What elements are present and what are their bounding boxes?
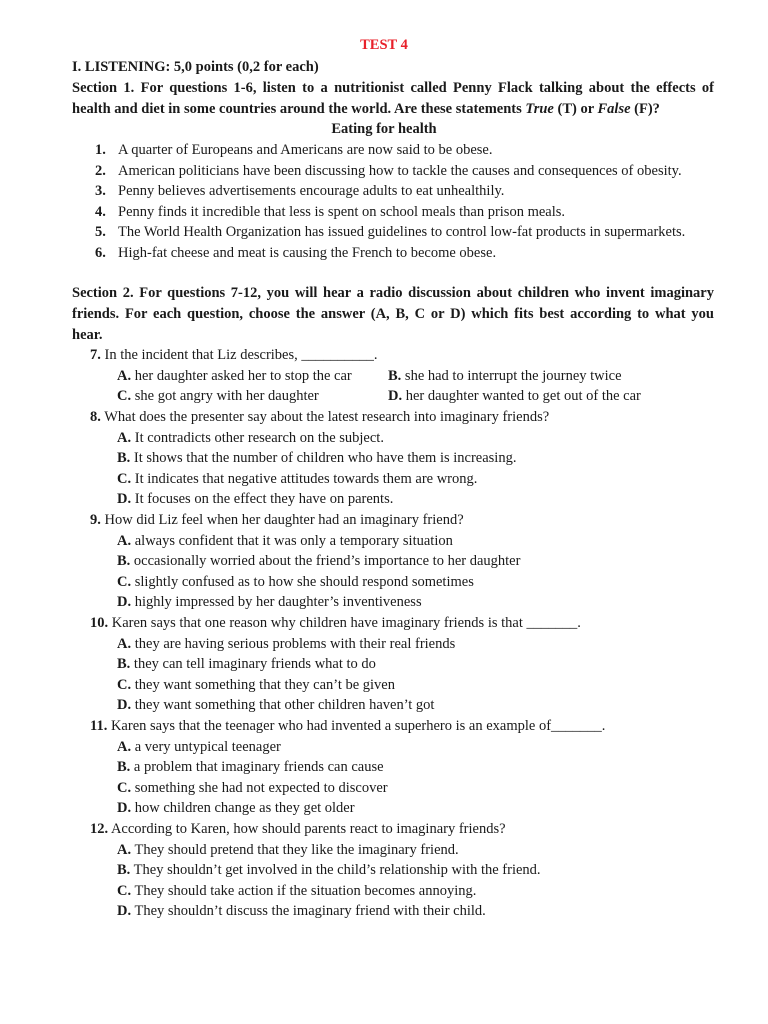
answer-option[interactable] bbox=[117, 552, 520, 570]
question-number: 9. bbox=[90, 512, 101, 528]
option-letter: A. bbox=[117, 842, 132, 858]
statement-item bbox=[95, 223, 685, 241]
statement-number: 2. bbox=[95, 163, 106, 179]
statement-item bbox=[95, 182, 504, 200]
statement-item bbox=[95, 244, 496, 262]
statement-number: 4. bbox=[95, 204, 106, 220]
section1-intro-end: (F)? bbox=[630, 101, 660, 117]
option-text: they want something that other children haven’t got bbox=[134, 697, 435, 713]
option-letter: A. bbox=[117, 430, 132, 446]
question-text: Karen says that the teenager who had invented a superhero is an example of_______. bbox=[110, 718, 606, 734]
option-text: It shows that the number of children who have them is increasing. bbox=[133, 450, 517, 466]
option-letter: A. bbox=[117, 739, 132, 755]
answer-option[interactable] bbox=[117, 738, 281, 756]
question-item bbox=[90, 408, 549, 426]
question-item bbox=[90, 820, 506, 838]
statement-text: American politicians have been discussing how to tackle the causes and consequences of obesity. bbox=[118, 163, 682, 179]
option-letter: D. bbox=[117, 594, 132, 610]
option-text: It focuses on the effect they have on parents. bbox=[134, 491, 394, 507]
option-letter: D. bbox=[117, 800, 132, 816]
answer-option[interactable] bbox=[117, 470, 477, 488]
q7-option-b[interactable]: B. she had to interrupt the journey twice bbox=[388, 368, 622, 384]
question-number: 10. bbox=[90, 615, 109, 631]
q7-option-c[interactable]: C. she got angry with her daughter bbox=[117, 388, 319, 404]
answer-option[interactable] bbox=[117, 655, 376, 673]
question-item bbox=[90, 511, 464, 529]
option-text: she got angry with her daughter bbox=[134, 388, 319, 404]
option-letter: C. bbox=[117, 471, 132, 487]
statement-number: 6. bbox=[95, 245, 106, 261]
answer-option[interactable] bbox=[117, 573, 474, 591]
option-text: always confident that it was only a temporary situation bbox=[134, 533, 453, 549]
answer-option[interactable] bbox=[117, 841, 459, 859]
option-text: They shouldn’t get involved in the child’s relationship with the friend. bbox=[133, 862, 541, 878]
statement-text: Penny believes advertisements encourage adults to eat unhealthily. bbox=[118, 183, 505, 199]
section2-intro-line2: friends. For each question, choose the answer (A, B, C or D) which fits best according to what you bbox=[72, 306, 714, 322]
statement-number: 3. bbox=[95, 183, 106, 199]
option-text: highly impressed by her daughter’s inventiveness bbox=[134, 594, 422, 610]
answer-option[interactable] bbox=[117, 861, 541, 879]
option-text: slightly confused as to how she should respond sometimes bbox=[134, 574, 474, 590]
option-letter: B. bbox=[117, 450, 131, 466]
statement-number: 1. bbox=[95, 142, 106, 158]
q7-option-d[interactable]: D. her daughter wanted to get out of the car bbox=[388, 388, 641, 404]
statement-number: 5. bbox=[95, 224, 106, 240]
option-letter: A. bbox=[117, 636, 132, 652]
question-number: 12. bbox=[90, 821, 109, 837]
option-text: It contradicts other research on the subject. bbox=[134, 430, 384, 446]
option-text: They should take action if the situation becomes annoying. bbox=[134, 883, 477, 899]
section2-intro-line3: hear. bbox=[72, 327, 103, 343]
answer-option[interactable] bbox=[117, 593, 422, 611]
answer-option[interactable] bbox=[117, 779, 388, 797]
answer-option[interactable] bbox=[117, 799, 355, 817]
section1-subtitle: Eating for health bbox=[331, 121, 437, 137]
option-text: they want something that they can’t be given bbox=[134, 677, 395, 693]
option-letter: B. bbox=[117, 553, 131, 569]
statement-item bbox=[95, 203, 565, 221]
option-text: she had to interrupt the journey twice bbox=[404, 368, 622, 384]
option-text: a problem that imaginary friends can cause bbox=[133, 759, 384, 775]
question-text: Karen says that one reason why children have imaginary friends is that _______. bbox=[111, 615, 581, 631]
answer-option[interactable] bbox=[117, 676, 395, 694]
option-text: how children change as they get older bbox=[134, 800, 355, 816]
option-letter: C. bbox=[117, 574, 132, 590]
option-text: her daughter wanted to get out of the car bbox=[405, 388, 641, 404]
statement-text: High-fat cheese and meat is causing the French to become obese. bbox=[118, 245, 497, 261]
listening-heading: I. LISTENING: 5,0 points (0,2 for each) bbox=[72, 59, 319, 75]
answer-option[interactable] bbox=[117, 758, 384, 776]
q7-option-a[interactable]: A. her daughter asked her to stop the car bbox=[117, 368, 352, 384]
option-text: her daughter asked her to stop the car bbox=[134, 368, 352, 384]
question-number: 11. bbox=[90, 718, 108, 734]
option-letter: D. bbox=[117, 697, 132, 713]
statement-text: The World Health Organization has issued guidelines to control low-fat products in supermarkets. bbox=[118, 224, 686, 240]
statement-text: A quarter of Europeans and Americans are now said to be obese. bbox=[118, 142, 493, 158]
section1-intro-mid: (T) or bbox=[553, 101, 598, 117]
answer-option[interactable] bbox=[117, 429, 384, 447]
section1-intro-line2 bbox=[72, 100, 660, 118]
answer-option[interactable] bbox=[117, 902, 486, 920]
question-item bbox=[90, 717, 605, 735]
question-text: How did Liz feel when her daughter had an imaginary friend? bbox=[104, 512, 464, 528]
question-number: 8. bbox=[90, 409, 101, 425]
answer-option[interactable] bbox=[117, 449, 516, 467]
option-text: It indicates that negative attitudes towards them are wrong. bbox=[134, 471, 478, 487]
option-letter: A. bbox=[117, 533, 132, 549]
option-text: they are having serious problems with their real friends bbox=[134, 636, 456, 652]
answer-option[interactable] bbox=[117, 696, 434, 714]
answer-option[interactable] bbox=[117, 532, 453, 550]
option-text: a very untypical teenager bbox=[134, 739, 281, 755]
question-number: 7. bbox=[90, 347, 101, 363]
statement-item bbox=[95, 162, 682, 180]
section1-intro-line1: Section 1. For questions 1-6, listen to a nutritionist called Penny Flack talking about the effects of bbox=[72, 80, 714, 96]
section1-intro-text: health and diet in some countries around the world. Are these statements bbox=[72, 101, 526, 117]
statement-text: Penny finds it incredible that less is spent on school meals than prison meals. bbox=[118, 204, 566, 220]
option-letter: B. bbox=[117, 656, 131, 672]
option-letter: C. bbox=[117, 780, 132, 796]
option-text: They shouldn’t discuss the imaginary friend with their child. bbox=[134, 903, 486, 919]
answer-option[interactable] bbox=[117, 882, 476, 900]
section2-intro-line1: Section 2. For questions 7-12, you will hear a radio discussion about children who invent imaginary bbox=[72, 285, 714, 301]
option-letter: D. bbox=[117, 491, 132, 507]
answer-option[interactable] bbox=[117, 490, 393, 508]
option-letter: C. bbox=[117, 883, 132, 899]
option-text: something she had not expected to discover bbox=[134, 780, 388, 796]
option-letter: B. bbox=[117, 862, 131, 878]
question-item bbox=[90, 614, 581, 632]
test-title: TEST 4 bbox=[360, 37, 408, 53]
true-word: True bbox=[525, 101, 554, 117]
option-text: They should pretend that they like the imaginary friend. bbox=[134, 842, 459, 858]
false-word: False bbox=[597, 101, 631, 117]
question-text: In the incident that Liz describes, __________. bbox=[104, 347, 378, 363]
option-text: occasionally worried about the friend’s importance to her daughter bbox=[133, 553, 521, 569]
option-letter: C. bbox=[117, 677, 132, 693]
option-letter: D. bbox=[117, 903, 132, 919]
option-text: they can tell imaginary friends what to do bbox=[133, 656, 376, 672]
question-text: According to Karen, how should parents react to imaginary friends? bbox=[110, 821, 506, 837]
answer-option[interactable] bbox=[117, 635, 455, 653]
question-7 bbox=[90, 346, 378, 364]
option-letter: B. bbox=[117, 759, 131, 775]
question-text: What does the presenter say about the latest research into imaginary friends? bbox=[104, 409, 550, 425]
statement-item bbox=[95, 141, 492, 159]
